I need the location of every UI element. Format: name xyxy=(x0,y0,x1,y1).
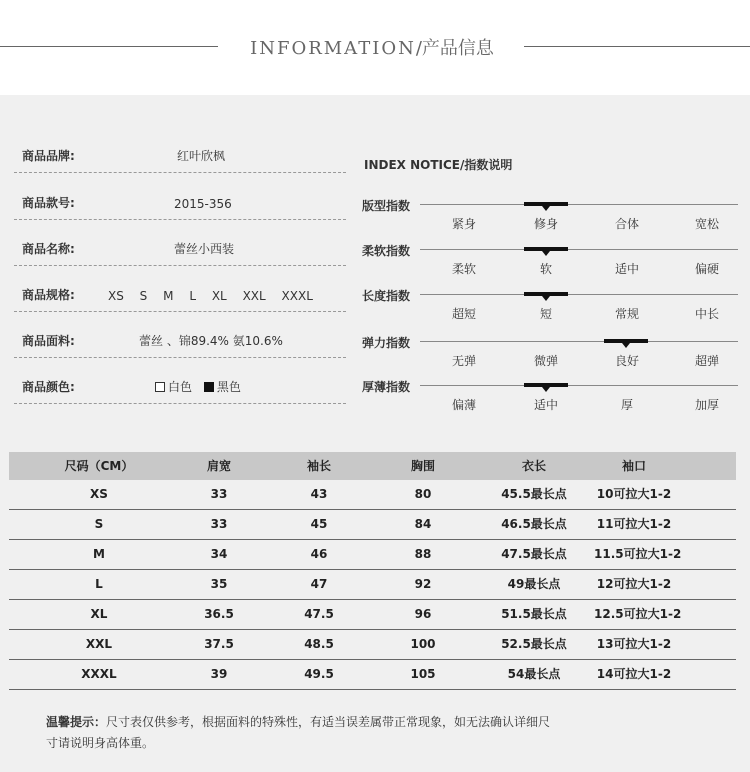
index-marker xyxy=(524,202,568,206)
table-cell: 11可拉大1-2 xyxy=(596,517,672,531)
table-row xyxy=(9,540,736,570)
index-scale-line xyxy=(420,249,738,250)
name-label: 商品名称: xyxy=(22,242,75,256)
table-cell: 54最长点 xyxy=(507,667,561,681)
index-marker xyxy=(524,292,568,296)
spec-size: XXXL xyxy=(281,289,313,303)
header-cuff: 袖口 xyxy=(621,459,646,473)
table-cell: 14可拉大1-2 xyxy=(596,667,672,681)
spec-size: L xyxy=(189,289,196,303)
index-marker xyxy=(524,383,568,387)
table-cell: 47.5最长点 xyxy=(501,547,567,561)
page-header xyxy=(0,0,750,95)
table-cell: 35 xyxy=(210,577,228,591)
info-row-color xyxy=(14,357,346,404)
index-option: 偏硬 xyxy=(694,262,719,276)
index-option: 中长 xyxy=(694,307,719,321)
index-option: 柔软 xyxy=(451,262,476,276)
index-label: 长度指数 xyxy=(362,289,411,303)
index-row-elasticity xyxy=(362,334,738,374)
index-option: 短 xyxy=(539,307,552,321)
table-cell: 80 xyxy=(414,487,432,501)
index-row-thickness xyxy=(362,378,738,418)
index-scale-line xyxy=(420,204,738,205)
table-cell: 49.5 xyxy=(304,667,334,681)
header-sleeve: 袖长 xyxy=(306,459,331,473)
table-row xyxy=(9,510,736,540)
table-cell: 46.5最长点 xyxy=(501,517,567,531)
index-label: 柔软指数 xyxy=(362,244,411,258)
table-row xyxy=(9,480,736,510)
index-label: 厚薄指数 xyxy=(362,380,411,394)
white-swatch xyxy=(155,382,165,392)
info-row-fabric xyxy=(14,311,346,358)
index-option: 超短 xyxy=(451,307,476,321)
table-cell: 33 xyxy=(210,517,228,531)
index-option: 加厚 xyxy=(694,398,719,412)
black-swatch xyxy=(204,382,214,392)
index-row-fit xyxy=(362,197,738,237)
index-scale-line xyxy=(420,294,738,295)
color-label: 商品颜色: xyxy=(22,380,75,394)
fabric-value: 蕾丝 、锦89.4% 氨10.6% xyxy=(139,334,283,348)
spec-size: M xyxy=(163,289,174,303)
table-cell: 45 xyxy=(310,517,328,531)
table-cell: XXL xyxy=(85,637,113,651)
table-row xyxy=(9,570,736,600)
index-option: 软 xyxy=(539,262,552,276)
color-name-white: 白色 xyxy=(168,380,193,394)
page-title xyxy=(226,34,518,60)
index-scale-line xyxy=(420,341,738,342)
color-values xyxy=(155,378,241,395)
table-cell: XS xyxy=(90,487,108,501)
table-cell: 33 xyxy=(210,487,228,501)
header-length: 衣长 xyxy=(521,459,546,473)
table-cell: 51.5最长点 xyxy=(501,607,567,621)
index-notice-title: INDEX NOTICE/指数说明 xyxy=(364,158,513,172)
index-option: 厚 xyxy=(620,398,633,412)
index-marker xyxy=(524,247,568,251)
brand-value: 红叶欣枫 xyxy=(177,149,226,163)
note-label: 温馨提示： xyxy=(46,715,107,729)
fabric-label: 商品面料: xyxy=(22,334,75,348)
table-cell: 92 xyxy=(414,577,432,591)
table-cell: 12.5可拉大1-2 xyxy=(594,607,682,621)
table-cell: 105 xyxy=(410,667,436,681)
index-option: 偏薄 xyxy=(451,398,476,412)
info-row-model xyxy=(14,173,346,220)
title-english: INFORMATION xyxy=(250,38,416,59)
index-label: 弹力指数 xyxy=(362,336,411,350)
table-cell: 43 xyxy=(310,487,328,501)
size-note xyxy=(46,712,556,754)
table-header xyxy=(9,452,736,480)
table-cell: 84 xyxy=(414,517,432,531)
table-cell: 39 xyxy=(210,667,228,681)
table-cell: 100 xyxy=(410,637,436,651)
header-bust: 胸围 xyxy=(410,459,435,473)
table-cell: XL xyxy=(90,607,108,621)
table-cell: 11.5可拉大1-2 xyxy=(594,547,682,561)
table-cell: 49最长点 xyxy=(507,577,561,591)
table-cell: L xyxy=(95,577,103,591)
table-cell: 45.5最长点 xyxy=(501,487,567,501)
index-option: 宽松 xyxy=(694,217,719,231)
table-cell: 12可拉大1-2 xyxy=(596,577,672,591)
table-cell: 13可拉大1-2 xyxy=(596,637,672,651)
index-option: 超弹 xyxy=(694,354,719,368)
table-cell: 47.5 xyxy=(304,607,334,621)
note-text: 尺寸表仅供参考，根据面料的特殊性，有适当误差属带正常现象，如无法确认详细尺寸请说明身高体重。 xyxy=(46,715,551,750)
index-row-softness xyxy=(362,242,738,282)
index-option: 紧身 xyxy=(451,217,476,231)
size-table xyxy=(9,452,736,690)
index-option: 无弹 xyxy=(451,354,476,368)
index-option: 修身 xyxy=(533,217,558,231)
title-separator: / xyxy=(415,38,422,59)
spec-values xyxy=(108,289,313,303)
info-row-spec xyxy=(14,265,346,312)
table-cell: 10可拉大1-2 xyxy=(596,487,672,501)
table-cell: 88 xyxy=(414,547,432,561)
table-cell: S xyxy=(94,517,104,531)
table-cell: 36.5 xyxy=(204,607,234,621)
brand-label: 商品品牌: xyxy=(22,149,75,163)
header-shoulder: 肩宽 xyxy=(206,459,231,473)
table-cell: 46 xyxy=(310,547,328,561)
index-option: 适中 xyxy=(533,398,558,412)
index-scale-line xyxy=(420,385,738,386)
spec-label: 商品规格: xyxy=(22,288,75,302)
info-row-brand xyxy=(14,126,346,173)
color-name-black: 黑色 xyxy=(216,380,241,394)
info-row-name xyxy=(14,219,346,266)
spec-size: S xyxy=(139,289,148,303)
table-row xyxy=(9,600,736,630)
spec-size: XL xyxy=(211,289,227,303)
table-cell: 34 xyxy=(210,547,228,561)
index-option: 适中 xyxy=(614,262,639,276)
spec-size: XXL xyxy=(242,289,266,303)
table-row xyxy=(9,660,736,690)
index-option: 合体 xyxy=(614,217,639,231)
table-cell: 47 xyxy=(310,577,328,591)
header-size: 尺码（CM） xyxy=(64,459,134,473)
table-row xyxy=(9,630,736,660)
header-rule-right xyxy=(524,46,750,47)
table-cell: M xyxy=(93,547,105,561)
table-cell: 48.5 xyxy=(304,637,334,651)
index-option: 微弹 xyxy=(533,354,558,368)
index-row-length xyxy=(362,287,738,327)
header-rule-left xyxy=(0,46,218,47)
table-cell: 96 xyxy=(414,607,432,621)
index-marker xyxy=(604,339,648,343)
name-value: 蕾丝小西装 xyxy=(174,242,235,256)
index-option: 良好 xyxy=(614,354,639,368)
model-label: 商品款号: xyxy=(22,196,75,210)
index-label: 版型指数 xyxy=(362,199,411,213)
title-chinese: 产品信息 xyxy=(421,38,494,59)
table-cell: 52.5最长点 xyxy=(501,637,567,651)
model-value: 2015-356 xyxy=(174,197,232,211)
spec-size: XS xyxy=(108,289,124,303)
index-option: 常规 xyxy=(614,307,639,321)
table-cell: 37.5 xyxy=(204,637,234,651)
table-cell: XXXL xyxy=(81,667,117,681)
